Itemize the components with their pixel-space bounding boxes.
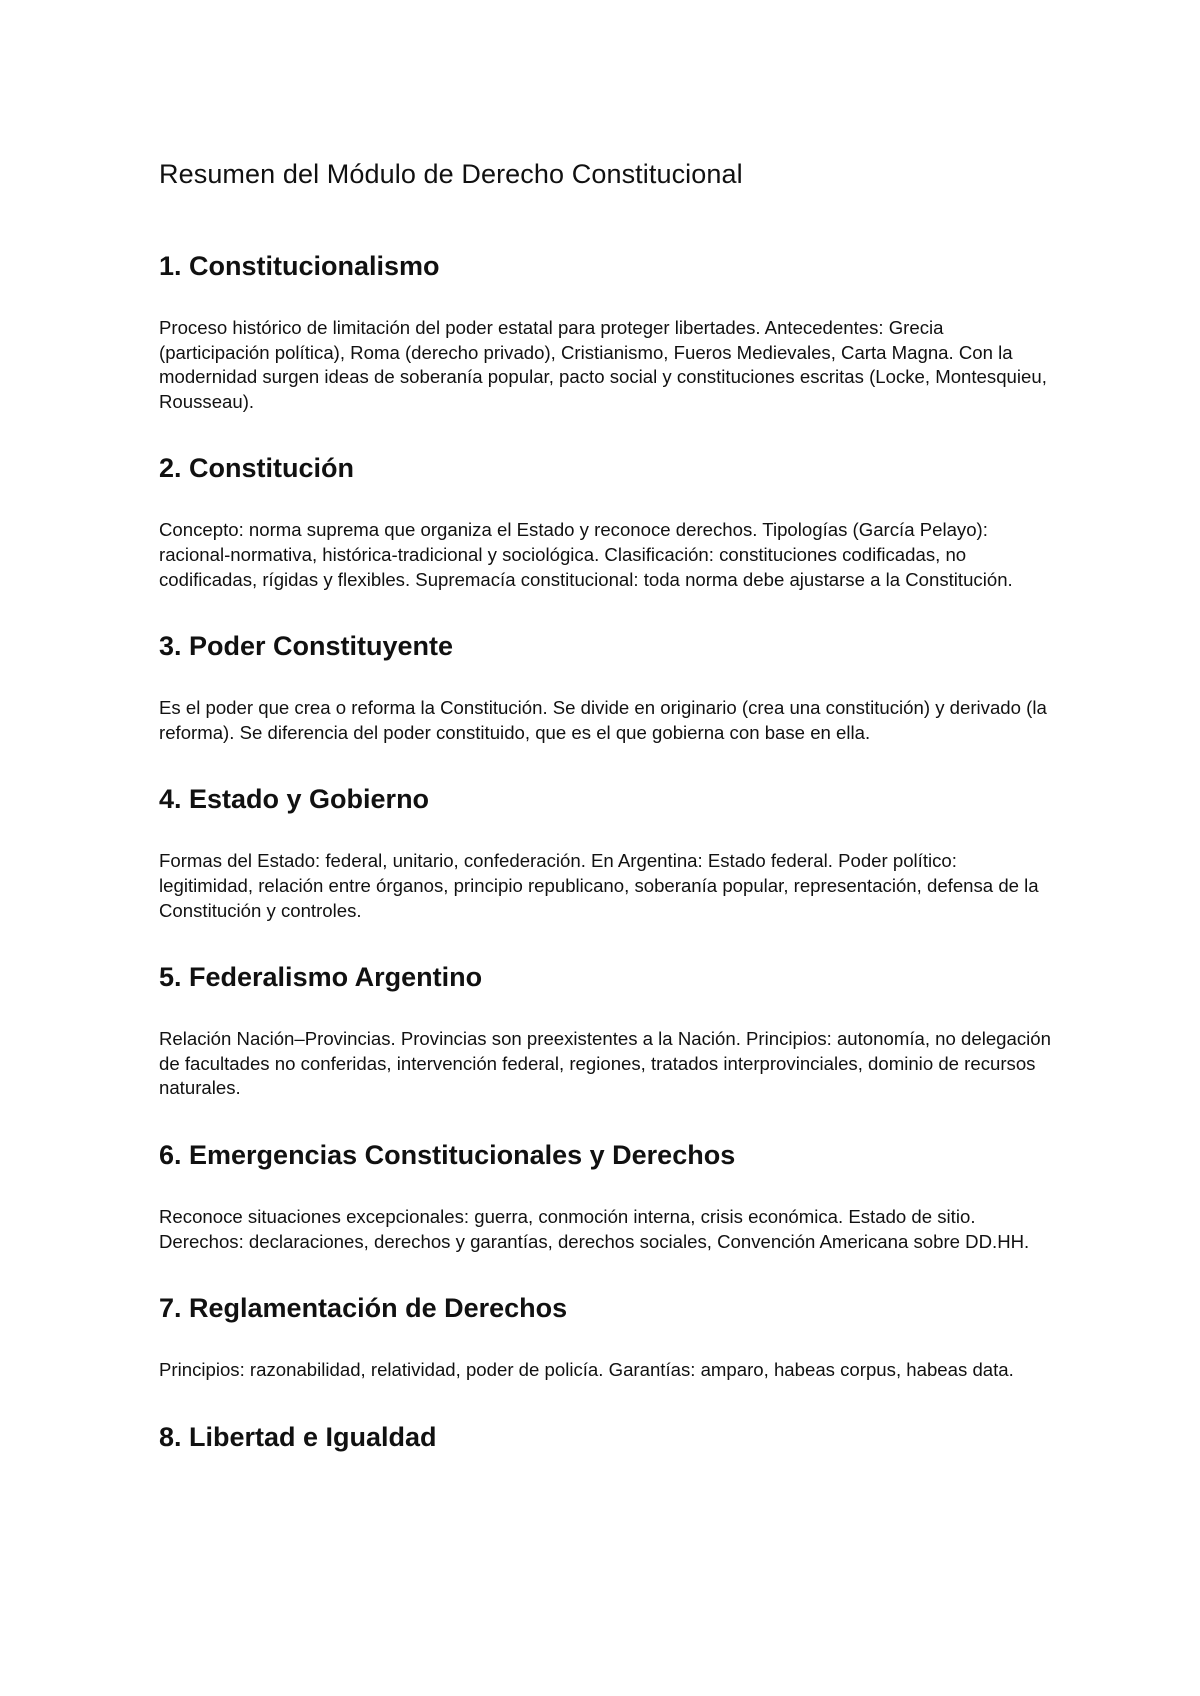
section-heading: 4. Estado y Gobierno [159,784,430,815]
section-poder-constituyente [159,626,1059,745]
section-heading: 2. Constitución [159,453,354,484]
section-estado-gobierno [159,779,1059,923]
document-content [159,154,1059,1457]
section-heading: 6. Emergencias Constitucionales y Derechos [159,1139,736,1170]
section-body: Relación Nación–Provincias. Provincias son preexistentes a la Nación. Principios: autonomía, no delegación de facultades no conferidas, intervención federal, regiones, tratados interprovinciales, dominio de recursos naturales. [159,1028,1051,1099]
document-title: Resumen del Módulo de Derecho Constitucional [159,159,743,189]
section-reglamentacion [159,1288,1059,1383]
section-body: Es el poder que crea o reforma la Constitución. Se divide en originario (crea una constitución) y derivado (la reforma). Se diferencia del poder constituido, que es el que gobierna con base en ella. [159,697,1047,743]
section-body: Principios: razonabilidad, relatividad, poder de policía. Garantías: amparo, habeas corpus, habeas data. [159,1359,1014,1381]
section-heading: 7. Reglamentación de Derechos [159,1293,568,1324]
section-body: Proceso histórico de limitación del poder estatal para proteger libertades. Antecedentes: Grecia (participación política), Roma (derecho privado), Cristianismo, Fueros Medievales, Carta Magna. Con la modernidad surgen ideas de soberanía popular, pacto social y constituciones escritas (Locke, Montesquieu, Rousseau). [159,317,1047,412]
section-body: Reconoce situaciones excepcionales: guerra, conmoción interna, crisis económica. Estado de sitio. Derechos: declaraciones, derechos y garantías, derechos sociales, Convención Americana sobre DD.HH. [159,1205,1030,1252]
section-emergencias [159,1135,1059,1254]
section-constitucion [159,448,1059,592]
section-constitucionalismo [159,246,1059,414]
section-heading: 1. Constitucionalismo [159,251,440,281]
section-federalismo [159,957,1059,1101]
section-body: Formas del Estado: federal, unitario, confederación. En Argentina: Estado federal. Poder político: legitimidad, relación entre órganos, principio republicano, soberanía popular, representación, defensa de la Constitución y controles. [159,850,1039,921]
section-libertad-igualdad [159,1417,1059,1457]
section-heading: 3. Poder Constituyente [159,631,454,662]
section-body: Concepto: norma suprema que organiza el Estado y reconoce derechos. Tipologías (García Pelayo): racional-normativa, histórica-tradicional y sociológica. Clasificación: constituciones codificadas, no codificadas, rígidas y flexibles. Supremacía constitucional: toda norma debe ajustarse a la Constitución. [159,519,1013,590]
section-heading: 8. Libertad e Igualdad [159,1421,437,1452]
section-heading: 5. Federalismo Argentino [159,962,483,993]
